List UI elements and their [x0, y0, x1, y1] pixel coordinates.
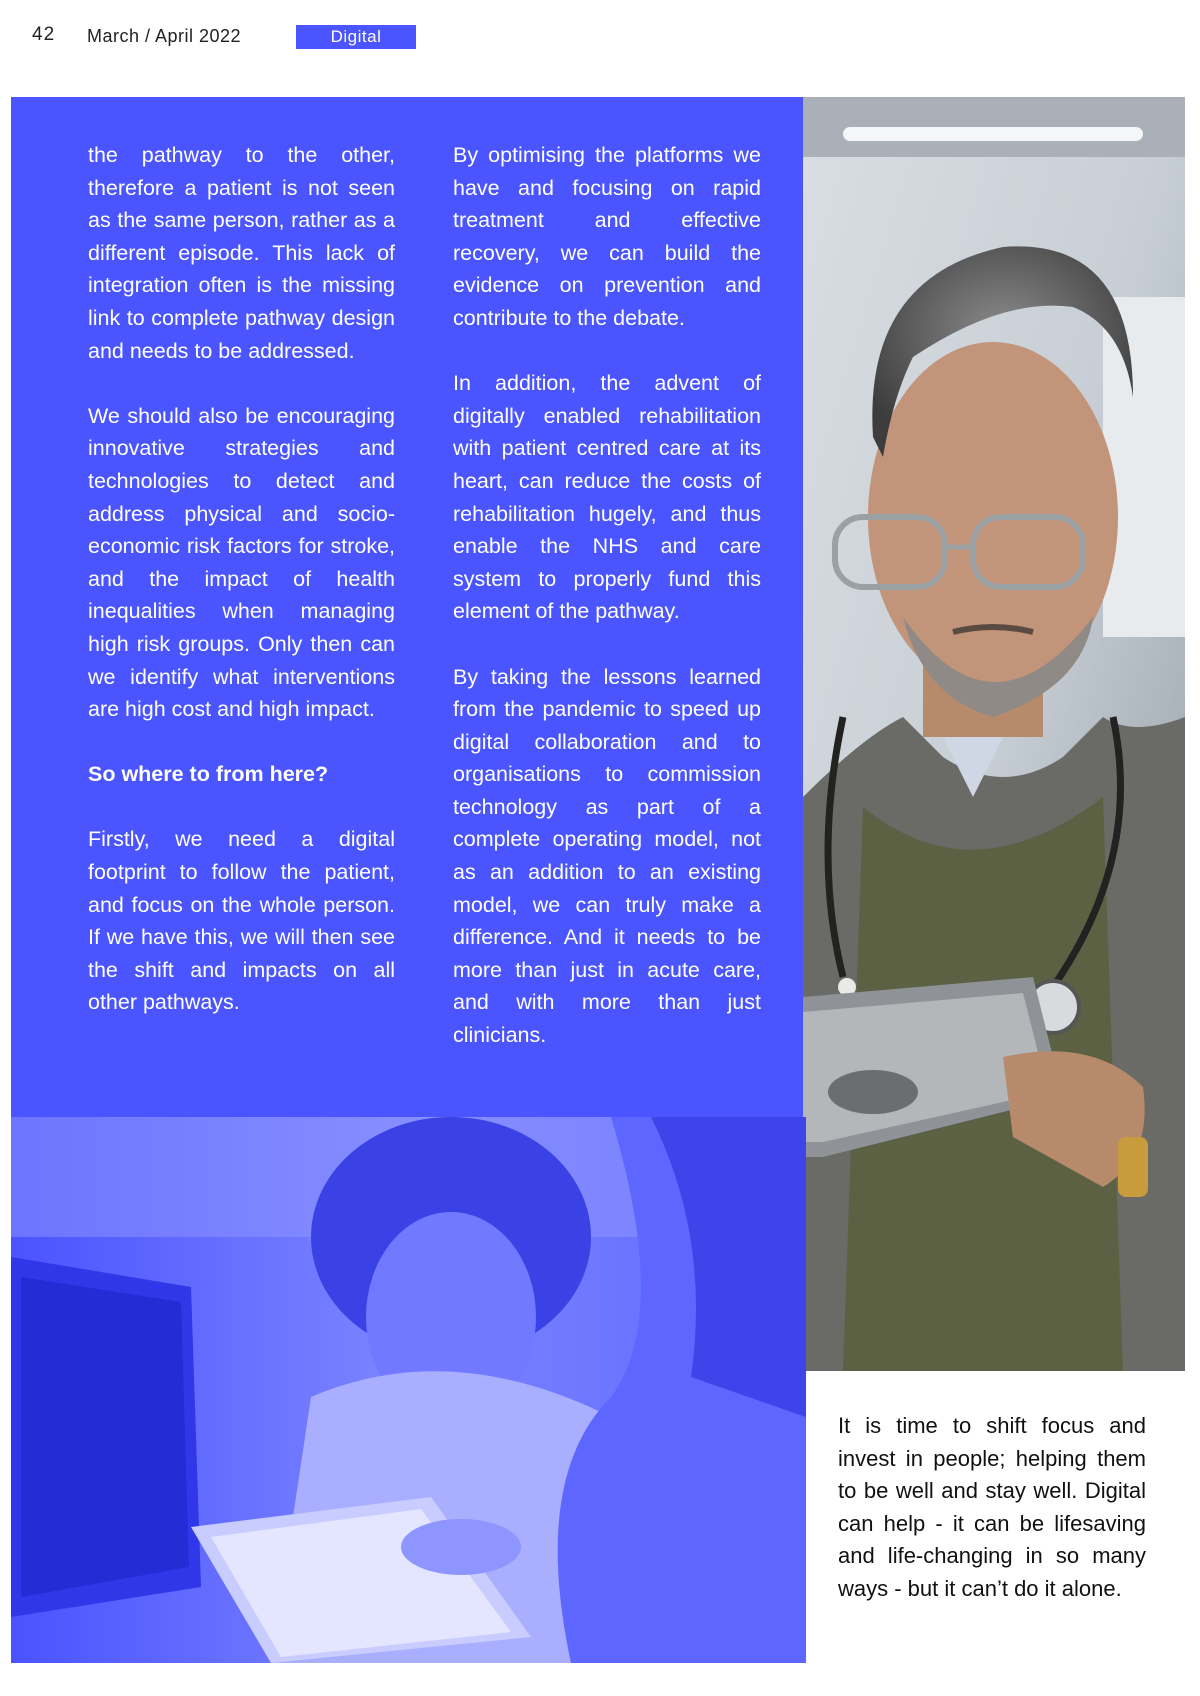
page-number: 42: [32, 24, 56, 45]
paragraph: By optimising the platforms we have and focusing on rapid treatment and effective recovery, we can build the evidence on prevention and contribute to the debate.: [453, 143, 761, 330]
paragraph: the pathway to the other, therefore a patient is not seen as the same person, rather as a different episode. This lack of integration often is the missing link to complete pathway design and needs to be addressed.: [88, 143, 395, 363]
paragraph: Firstly, we need a digital footprint to follow the patient, and focus on the whole person. If we have this, we will then see the shift and impacts on all other pathways.: [88, 827, 395, 1015]
article-left-column: [88, 139, 395, 1052]
article-right-column: [453, 139, 761, 1084]
patient-consultation-photo: [11, 1117, 806, 1663]
doctor-photo: [803, 97, 1185, 1371]
section-tag: Digital: [296, 25, 416, 49]
subheading: So where to from here?: [88, 762, 329, 787]
pull-quote: It is time to shift focus and invest in people; helping them to be well and stay well. Digital can help - it can be lifesaving and life-changing in so many ways - but it can’t do it alone.: [838, 1413, 1146, 1601]
issue-date: March / April 2022: [87, 26, 242, 46]
paragraph: By taking the lessons learned from the pandemic to speed up digital collaboration and to organisations to commission technology as part of a complete operating model, not as an addition to an existing model, we can truly make a difference. And it needs to be more than just in acute care, and with more than just clinicians.: [453, 664, 761, 1048]
paragraph: In addition, the advent of digitally enabled rehabilitation with patient centred care at its heart, can reduce the costs of rehabilitation hugely, and thus enable the NHS and care system to properly fund this element of the pathway.: [453, 371, 761, 624]
paragraph: We should also be encouraging innovative strategies and technologies to detect and address physical and socio-economic risk factors for stroke, and the impact of health inequalities when managing high risk groups. Only then can we identify what interventions are high cost and high impact.: [88, 403, 395, 722]
